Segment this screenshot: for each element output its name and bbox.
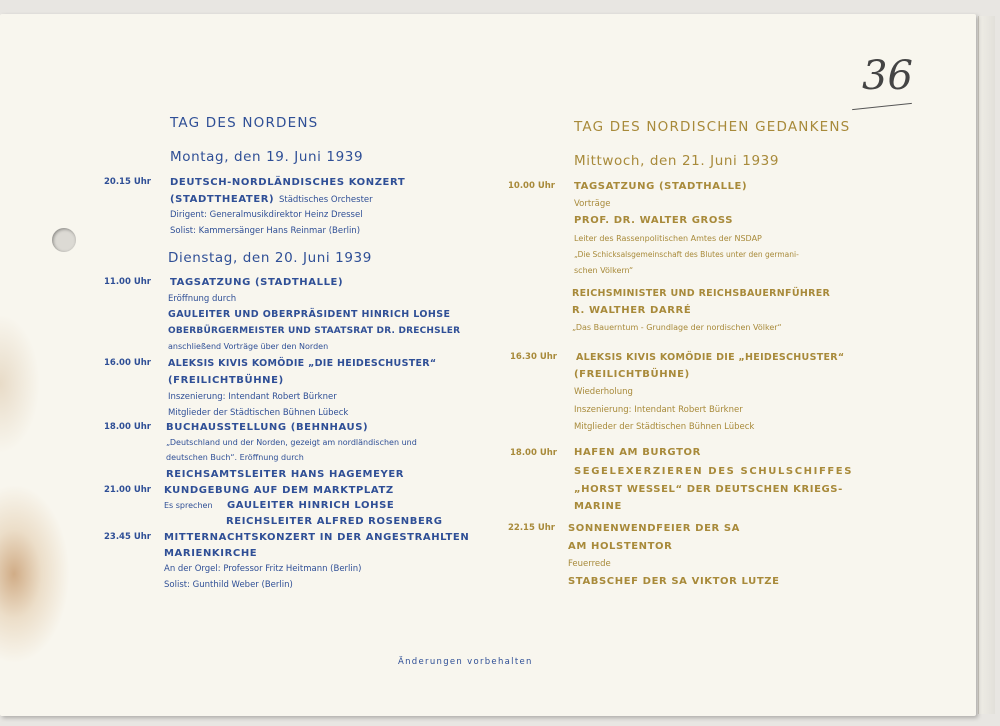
event-time: 21.00 Uhr: [104, 485, 151, 495]
event-title: KUNDGEBUNG AUF DEM MARKTPLATZ: [164, 485, 394, 496]
event-line: „HORST WESSEL“ DER DEUTSCHEN KRIEGS-: [574, 484, 843, 495]
event-line: Mitglieder der Städtischen Bühnen Lübeck: [168, 408, 349, 418]
event-line: Inszenierung: Intendant Robert Bürkner: [574, 405, 743, 415]
event-line: Städtisches Orchester: [279, 195, 373, 205]
footer-note: Änderungen vorbehalten: [398, 657, 533, 667]
sheet-edge: [978, 16, 995, 714]
event-line: Dirigent: Generalmusikdirektor Heinz Dressel: [170, 210, 363, 220]
event-title: DEUTSCH-NORDLÄNDISCHES KONZERT: [170, 177, 406, 188]
event-line: deutschen Buch“. Eröffnung durch: [166, 453, 304, 462]
event-line: Feuerrede: [568, 559, 611, 569]
event-line: schen Völkern“: [574, 266, 634, 275]
left-day2-date: Dienstag, den 20. Juni 1939: [168, 250, 372, 266]
event-title: BUCHAUSSTELLUNG (BEHNHAUS): [166, 422, 369, 433]
event-line: OBERBÜRGERMEISTER UND STAATSRAT DR. DRECHSLER: [168, 326, 461, 336]
event-line: Solist: Kammersänger Hans Reinmar (Berlin): [170, 226, 361, 236]
event-line: Es sprechen: [164, 501, 213, 510]
event-line: GAULEITER HINRICH LOHSE: [227, 500, 395, 511]
event-line: Mitglieder der Städtischen Bühnen Lübeck: [574, 422, 755, 432]
punch-hole: [52, 228, 76, 252]
right-heading: TAG DES NORDISCHEN GEDANKENS: [574, 119, 851, 135]
event-line: REICHSAMTSLEITER HANS HAGEMEYER: [166, 469, 405, 480]
event-line: Eröffnung durch: [168, 294, 237, 304]
event-line: PROF. DR. WALTER GROSS: [574, 215, 734, 226]
event-time: 22.15 Uhr: [508, 523, 555, 533]
event-title: TAGSATZUNG (STADTHALLE): [170, 277, 344, 288]
program-sheet: [0, 14, 976, 716]
event-line: AM HOLSTENTOR: [568, 541, 673, 552]
event-line: „Die Schicksalsgemeinschaft des Blutes unter den germani-: [574, 250, 799, 259]
event-line: anschließend Vorträge über den Norden: [168, 342, 329, 351]
event-time: 11.00 Uhr: [104, 277, 151, 287]
event-venue: (FREILICHTBÜHNE): [168, 375, 284, 386]
event-title: ALEKSIS KIVIS KOMÖDIE „DIE HEIDESCHUSTER“: [168, 358, 437, 369]
paper-stain: [0, 314, 40, 454]
event-title: MITTERNACHTSKONZERT IN DER ANGESTRAHLTEN: [164, 532, 470, 543]
left-day1-date: Montag, den 19. Juni 1939: [170, 149, 364, 165]
right-day1-date: Mittwoch, den 21. Juni 1939: [574, 153, 780, 169]
event-time: 16.30 Uhr: [510, 352, 557, 362]
page-number-underline: [852, 103, 912, 110]
event-line: MARINE: [574, 501, 622, 512]
event-line: An der Orgel: Professor Fritz Heitmann (Berlin): [164, 564, 362, 574]
event-line: REICHSMINISTER UND REICHSBAUERNFÜHRER: [572, 288, 831, 299]
event-line: SEGELEXERZIEREN DES SCHULSCHIFFES: [574, 466, 854, 477]
event-time: 18.00 Uhr: [510, 448, 557, 458]
event-title: HAFEN AM BURGTOR: [574, 447, 701, 458]
event-time: 10.00 Uhr: [508, 181, 555, 191]
event-venue: (FREILICHTBÜHNE): [574, 369, 690, 380]
event-time: 20.15 Uhr: [104, 177, 151, 187]
event-venue: (STADTTHEATER): [170, 194, 275, 205]
left-heading: TAG DES NORDENS: [170, 115, 319, 131]
event-line: REICHSLEITER ALFRED ROSENBERG: [226, 516, 443, 527]
event-title: ALEKSIS KIVIS KOMÖDIE DIE „HEIDESCHUSTER“: [576, 352, 845, 363]
event-time: 18.00 Uhr: [104, 422, 151, 432]
handwritten-page-number: 36: [862, 53, 913, 99]
event-line: „Das Bauerntum - Grundlage der nordischen Völker“: [572, 323, 782, 332]
event-line: Solist: Gunthild Weber (Berlin): [164, 580, 293, 590]
event-line: Leiter des Rassenpolitischen Amtes der NSDAP: [574, 234, 762, 243]
event-venue: MARIENKIRCHE: [164, 548, 258, 559]
event-line: Vorträge: [574, 199, 611, 209]
event-title: SONNENWENDFEIER DER SA: [568, 523, 741, 534]
event-line: GAULEITER UND OBERPRÄSIDENT HINRICH LOHSE: [168, 309, 451, 320]
event-line: Wiederholung: [574, 387, 633, 397]
event-line: Inszenierung: Intendant Robert Bürkner: [168, 392, 337, 402]
event-time: 23.45 Uhr: [104, 532, 151, 542]
burn-stain: [0, 484, 70, 664]
event-line: R. WALTHER DARRÉ: [572, 305, 692, 316]
event-time: 16.00 Uhr: [104, 358, 151, 368]
event-title: TAGSATZUNG (STADTHALLE): [574, 181, 748, 192]
event-line: STABSCHEF DER SA VIKTOR LUTZE: [568, 576, 780, 587]
event-line: „Deutschland und der Norden, gezeigt am nordländischen und: [166, 438, 417, 447]
